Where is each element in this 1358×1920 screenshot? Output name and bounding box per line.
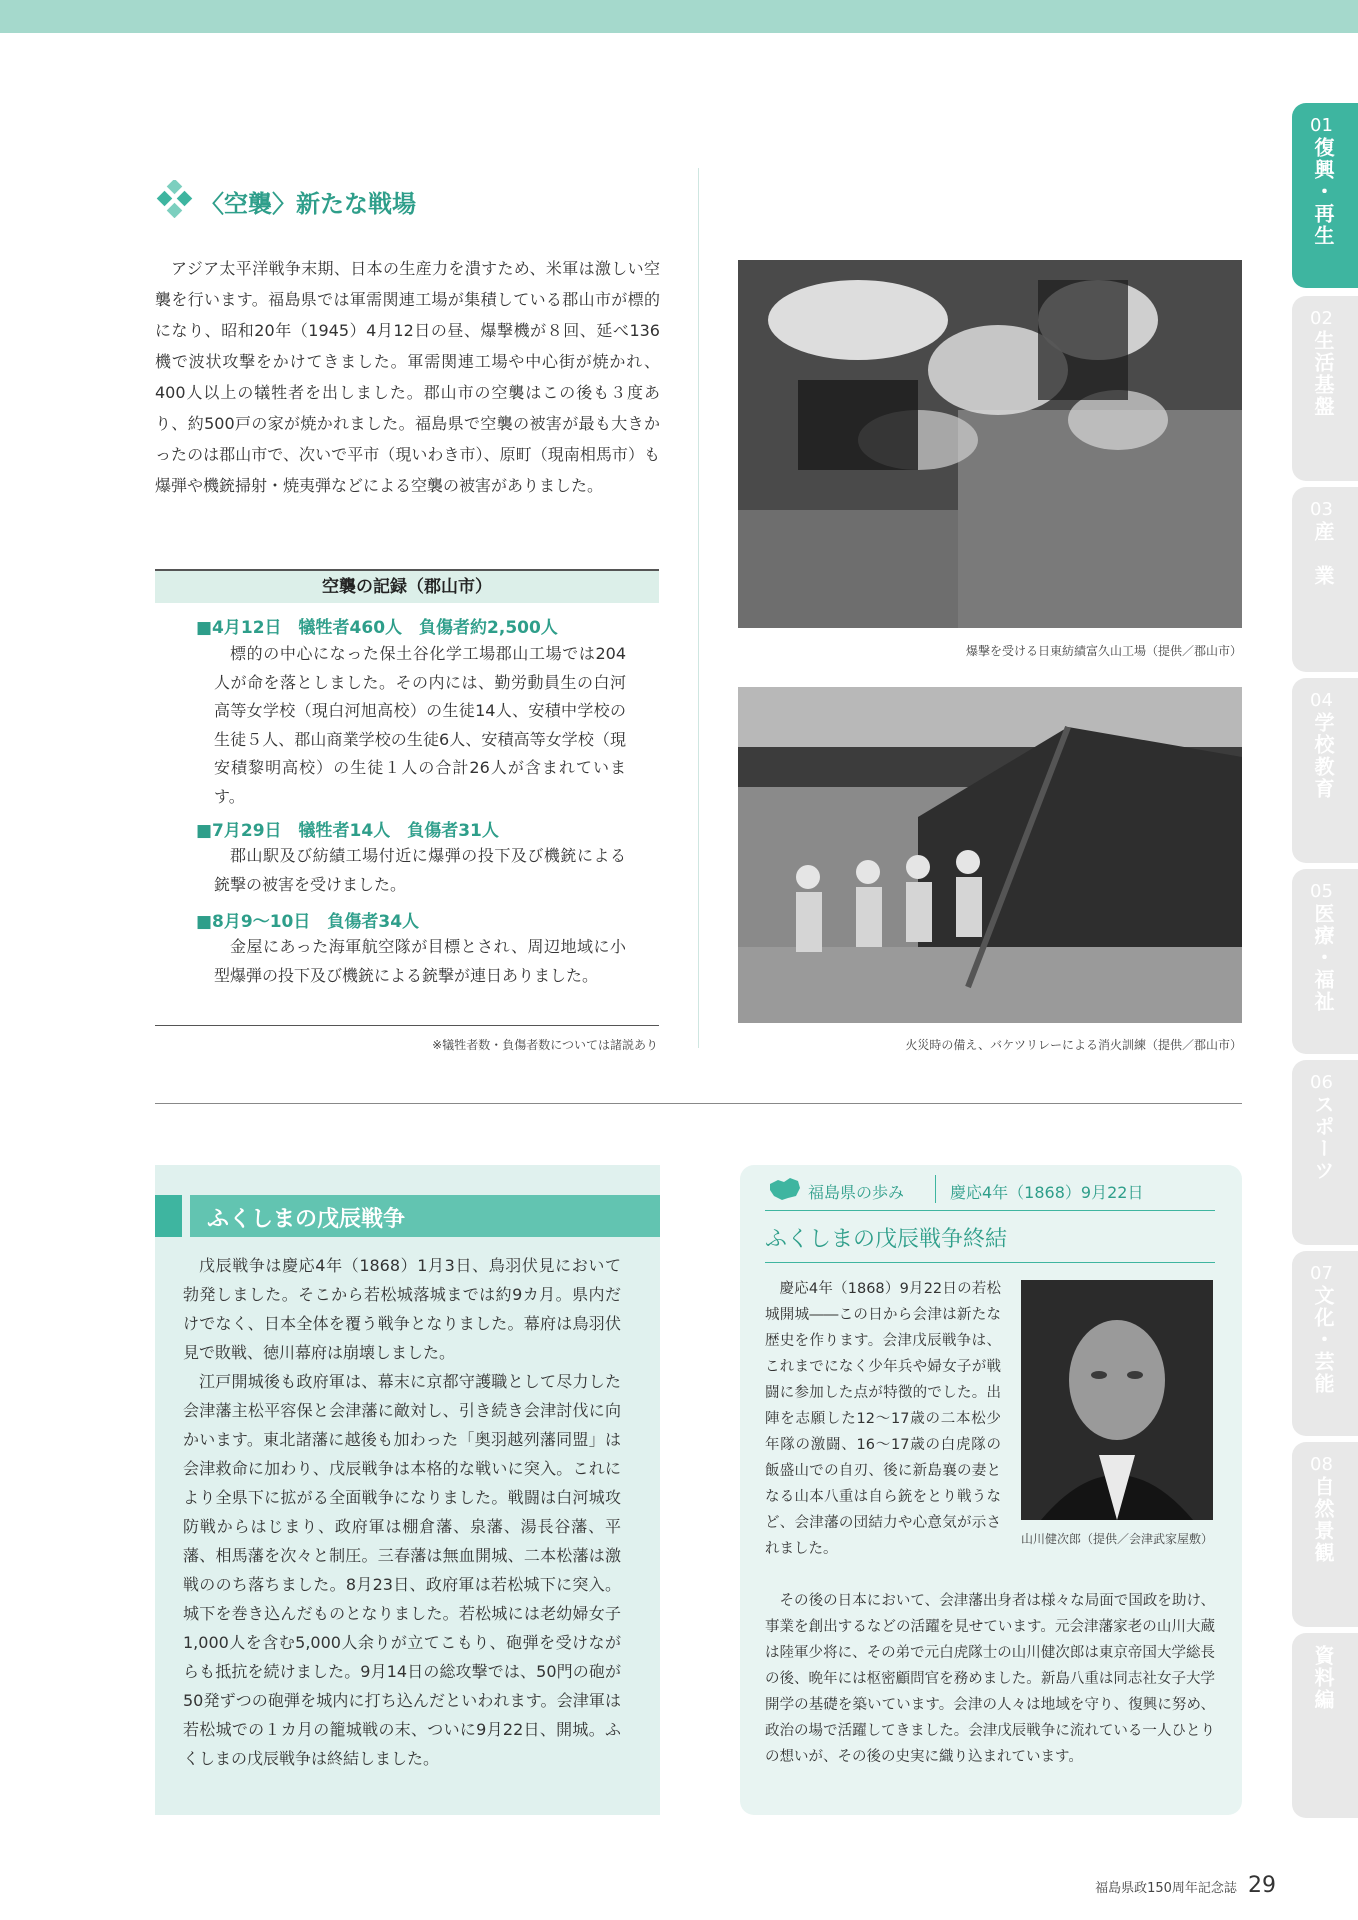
record-description: 標的の中心になった保土谷化学工場郡山工場では204人が命を落としました。その内には、勤労動員生の白河高等女学校（現白河旭高校）の生徒14人、安積中学校の生徒５人、郡山商業学校の生徒6人、安積高等女学校（現安積黎明高校）の生徒１人の合計26人が含まれています。 [214,644,626,806]
ayumi-divider [935,1175,936,1203]
tab-number: 01 [1310,115,1333,136]
ayumi-rule [765,1262,1215,1263]
boshin-paragraph: 戊辰戦争は慶応4年（1868）1月3日、鳥羽伏見において勃発しました。そこから若松城落城までは約9カ月。県内だけでなく、日本全体を覆う戦争となりました。幕府は鳥羽伏見で敗戦、徳川幕府は崩壊しました。 [183,1256,621,1362]
tab-number: 05 [1310,881,1333,902]
ayumi-title: ふくしまの戊辰戦争終結 [765,1227,1008,1252]
tab-number: 03 [1310,499,1333,520]
tab-label: 文化・芸能 [1311,1285,1335,1395]
page-footer [1040,1873,1276,1898]
fukushima-map-icon [768,1176,802,1206]
ayumi-label: 福島県の歩み [808,1183,905,1202]
tab-label: 生活基盤 [1311,330,1335,418]
tab-label: スポーツ [1311,1094,1335,1182]
tab-label: 復興・再生 [1311,137,1335,247]
bucket-relay-photo [738,687,1242,1023]
tab-number: 04 [1310,690,1333,711]
record-bottom-rule [155,1025,659,1026]
tab-sangyo[interactable] [1292,487,1358,672]
tab-fukko-saisei[interactable] [1292,103,1358,288]
tab-number: 07 [1310,1263,1333,1284]
ayumi-paragraph: 慶応4年（1868）9月22日の若松城開城――この日から会津は新たな歴史を作ります。会津戊辰戦争は、これまでになく少年兵や婦女子が戦闘に参加した点が特徴的でした。出陣を志願した12～17歳の二本松少年隊の激闘、16～17歳の白虎隊の飯盛山での自刃、後に新島襄の妻となる山本八重は自ら銃をとり戦うなど、会津藩の団結力や心意気が示されました。 [765,1281,1001,1557]
tab-gakko-kyoiku[interactable] [1292,678,1358,863]
tab-number: 08 [1310,1454,1333,1475]
top-color-bar [0,0,1358,33]
photo-caption: 火災時の備え、バケツリレーによる消火訓練（提供／郡山市） [905,1038,1242,1052]
heading-accent [155,1195,182,1237]
section-separator [155,1103,1242,1104]
record-date-heading: ■7月29日 犠牲者14人 負傷者31人 [196,821,499,841]
publication-name: 福島県政150周年記念誌 [1095,1881,1237,1896]
ayumi-date: 慶応4年（1868）9月22日 [950,1183,1144,1202]
ayumi-rule [765,1210,1215,1211]
tab-label: 学校教育 [1311,712,1335,800]
tab-iryo-fukushi[interactable] [1292,869,1358,1054]
tab-label: 資料編 [1311,1645,1335,1711]
airraid-paragraph: アジア太平洋戦争末期、日本の生産力を潰すため、米軍は激しい空襲を行います。福島県では軍需関連工場が集積している郡山市が標的になり、昭和20年（1945）4月12日の昼、爆撃機が８回、延べ136機で波状攻撃をかけてきました。軍需関連工場や中心街が焼かれ、400人以上の犠牲者を出しました。郡山市の空襲はこの後も３度あり、約500戸の家が焼かれました。福島県で空襲の被害が最も大きかったのは郡山市で、次いで平市（現いわき市）、原町（現南相馬市）も爆弾や機銃掃射・焼夷弾などによる空襲の被害がありました。 [155,259,660,495]
record-description: 郡山駅及び紡績工場付近に爆弾の投下及び機銃による銃撃の被害を受けました。 [214,846,626,894]
boshin-title: ふくしまの戊辰戦争 [207,1207,406,1232]
boshin-heading [155,1195,660,1237]
tab-label: 医療・福祉 [1311,903,1335,1013]
diamond-icon [156,180,194,222]
tab-label: 自然景観 [1311,1476,1335,1564]
bombing-aerial-photo [738,260,1242,628]
tab-sports[interactable] [1292,1060,1358,1245]
record-footnote: ※犠牲者数・負傷者数については諸説あり [432,1038,658,1052]
column-divider [698,168,699,1048]
section-title: 〈空襲〉新たな戦場 [200,190,416,218]
boshin-paragraph: 江戸開城後も政府軍は、幕末に京都守護職として尽力した会津藩主松平容保と会津藩に敵対し、引き続き会津討伐に向かいます。東北諸藩に越後も加わった「奥羽越列藩同盟」は会津救命に加わり、戊辰戦争は本格的な戦いに突入。これにより全県下に拡がる全面戦争になりました。戦闘は白河城攻防戦からはじまり、政府軍は棚倉藩、泉藩、湯長谷藩、平藩、相馬藩を次々と制圧。三春藩は無血開城、二本松藩は激戦ののち落ちました。8月23日、政府軍は若松城下に突入。城下を巻き込んだものとなりました。若松城には老幼婦女子1,000人を含む5,000人余りが立てこもり、砲弾を受けながらも抵抗を続けました。9月14日の総攻撃では、50門の砲が50発ずつの砲弾を城内に打ち込んだといわれます。会津軍は若松城での１カ月の籠城戦の末、ついに9月22日、開城。ふくしまの戊辰戦争は終結しました。 [183,1372,621,1768]
tab-bunka-geino[interactable] [1292,1251,1358,1436]
record-description: 金屋にあった海軍航空隊が目標とされ、周辺地域に小型爆弾の投下及び機銃による銃撃が連日ありました。 [214,937,626,985]
tab-label: 産 業 [1311,521,1335,587]
portrait-caption: 山川健次郎（提供／会津武家屋敷） [1021,1532,1214,1546]
yamakawa-portrait [1021,1280,1213,1520]
tab-seikatsu-kiban[interactable] [1292,296,1358,481]
photo-caption: 爆撃を受ける日東紡績富久山工場（提供／郡山市） [965,644,1242,658]
page-number: 29 [1248,1873,1276,1898]
record-date-heading: ■8月9～10日 負傷者34人 [196,912,420,932]
record-date-heading: ■4月12日 犠牲者460人 負傷者約2,500人 [196,618,558,638]
tab-shizen-keikan[interactable] [1292,1442,1358,1627]
tab-number: 06 [1310,1072,1333,1093]
ayumi-paragraph: その後の日本において、会津藩出身者は様々な局面で国政を助け、事業を創出するなどの活躍を見せています。元会津藩家老の山川大蔵は陸軍少将に、その弟で元白虎隊士の山川健次郎は東京帝国大学総長の後、晩年には枢密顧問官を務めました。新島八重は同志社女子大学開学の基礎を築いています。会津の人々は地域を守り、復興に努め、政治の場で活躍してきました。会津戊辰戦争に流れている一人ひとりの想いが、その後の史実に織り込まれています。 [765,1593,1215,1765]
tab-number: 02 [1310,308,1333,329]
record-heading: 空襲の記録（郡山市） [155,569,659,603]
tab-shiryo-hen[interactable] [1292,1633,1358,1818]
